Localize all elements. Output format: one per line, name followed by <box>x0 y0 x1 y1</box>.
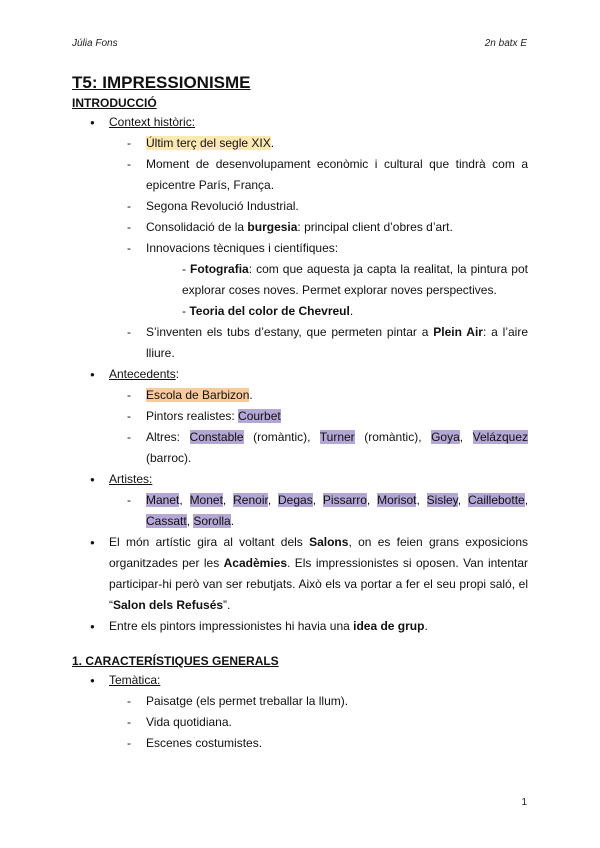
highlight-text: Constable <box>189 430 244 444</box>
item-text: Vida quotidiana. <box>146 715 232 729</box>
item-text: Moment de desenvolupament econòmic i cultural que tindrà com a epicentre París, França. <box>146 157 528 192</box>
dash-item: - Moment de desenvolupament econòmic i cultural que tindrà com a epicentre París, França. <box>127 157 528 192</box>
highlight-text: Sisley <box>426 493 458 507</box>
bullet-tematica <box>72 670 528 691</box>
bold-text: Plein Air <box>433 325 483 339</box>
item-text: El món artístic gira al voltant dels <box>109 535 310 549</box>
bold-text: Acadèmies <box>223 556 287 570</box>
bold-text: Teoria del color de Chevreul <box>189 304 350 318</box>
bold-text: Fotografia <box>190 262 249 276</box>
antecedents-label: Antecedents <box>109 367 176 381</box>
header-class: 2n batx E <box>484 38 527 49</box>
intro-heading: INTRODUCCIÓ <box>72 96 157 110</box>
highlight-text: Manet <box>146 493 180 507</box>
dash-item: - Vida quotidiana. <box>127 715 232 729</box>
highlight-text: Courbet <box>238 409 281 423</box>
highlight-text: Monet <box>189 493 223 507</box>
item-text: Entre els pintors impressionistes hi havia una <box>109 619 354 633</box>
item-text: , on es feien grans exposicions organitzades per les <box>109 535 528 570</box>
item-text: S’inventen els tubs d’estany, que permeten pintar a <box>146 325 434 339</box>
bold-text: idea de grup <box>353 619 425 633</box>
sub-item-teoria: - Teoria del color de Chevreul. <box>182 304 354 318</box>
highlight-text: Sorolla <box>193 514 231 528</box>
item-text: ”. <box>223 598 231 612</box>
dash-item: - Consolidació de la burgesia: principal client d’obres d’art. <box>127 220 453 234</box>
highlight-text: Morisot <box>377 493 417 507</box>
item-text: Escenes costumistes. <box>146 736 263 750</box>
header-author: Júlia Fons <box>72 38 118 49</box>
dash-item: - Últim terç del segle XIX. <box>127 136 275 150</box>
highlight-text: Caillebotte <box>468 493 525 507</box>
bold-text: burgesia <box>247 220 298 234</box>
context-label: Context històric: <box>109 115 196 129</box>
item-text: : a l’aire lliure. <box>146 325 528 360</box>
item-text: : com que aquesta ja capta la realitat, la pintura pot explorar coses noves. Permet explorar noves perspectives. <box>182 262 528 297</box>
dash-item-artists: - Manet, Monet, Renoir, Degas, Pissarro, Morisot, Sisley, Caillebotte, Cassatt, Sorolla. <box>127 493 529 528</box>
item-text: (barroc). <box>146 451 192 465</box>
bullet-artistes <box>72 469 528 490</box>
item-text: Pintors realistes: <box>146 409 239 423</box>
item-text: : principal client d’obres d’art. <box>297 220 453 234</box>
item-text: (romàntic), <box>243 430 320 444</box>
dash-item: - Escola de Barbizon. <box>127 388 253 402</box>
dash-item: - Segona Revolució Industrial. <box>127 199 299 213</box>
highlight-text: Goya <box>431 430 460 444</box>
artistes-label: Artistes: <box>109 472 153 486</box>
tematica-label: Temàtica: <box>109 673 161 687</box>
page-title: T5: IMPRESSIONISME <box>72 73 251 92</box>
highlight-text: Degas <box>278 493 313 507</box>
item-text: Segona Revolució Industrial. <box>146 199 299 213</box>
dash-item: - Innovacions tècniques i científiques: <box>127 241 339 255</box>
sub-item-fotografia: - Fotografia: com que aquesta ja capta la realitat, la pintura pot explorar coses noves. Permet explorar noves perspectives. <box>182 262 528 297</box>
dash-item: - Altres: Constable (romàntic), Turner (romàntic), Goya, Velázquez (barroc). <box>127 430 528 465</box>
bold-text: Salons <box>309 535 349 549</box>
dash-item: - S’inventen els tubs d’estany, que permeten pintar a Plein Air: a l’aire lliure. <box>127 325 528 360</box>
item-text: Paisatge (els permet treballar la llum). <box>146 694 349 708</box>
highlight-text: Renoir <box>233 493 268 507</box>
dash-item: - Pintors realistes: Courbet <box>127 409 281 423</box>
highlight-text: Escola de Barbizon <box>146 388 250 402</box>
bullet-salons <box>72 532 528 616</box>
page-number: 1 <box>521 797 527 808</box>
bullet-grup: ● Entre els pintors impressionistes hi havia una idea de grup. <box>72 616 528 637</box>
highlight-text: Últim terç del segle XIX <box>146 136 271 150</box>
section1-heading: 1. CARACTERÍSTIQUES GENERALS <box>72 654 279 668</box>
highlight-text: Velázquez <box>472 430 528 444</box>
bold-text: Salon dels Refusés <box>113 598 224 612</box>
item-text: Innovacions tècniques i científiques: <box>146 241 339 255</box>
item-text: Consolidació de la <box>146 220 248 234</box>
dash-item: - Paisatge (els permet treballar la llum). <box>127 694 349 708</box>
dash-item: - Escenes costumistes. <box>127 736 263 750</box>
item-text: . Els impressionistes si oposen. Van intentar participar-hi però van ser rebutjats. Això els va portar a fer el seu propi saló, el “ <box>109 556 528 612</box>
document-body <box>72 72 528 754</box>
bullet-antecedents: ● Antecedents: <box>72 364 528 385</box>
item-text: (romàntic), <box>354 430 432 444</box>
highlight-text: Turner <box>319 430 355 444</box>
highlight-text: Cassatt <box>146 514 187 528</box>
item-text: Altres: <box>146 430 190 444</box>
highlight-text: Pissarro <box>322 493 367 507</box>
bullet-context <box>72 112 528 133</box>
